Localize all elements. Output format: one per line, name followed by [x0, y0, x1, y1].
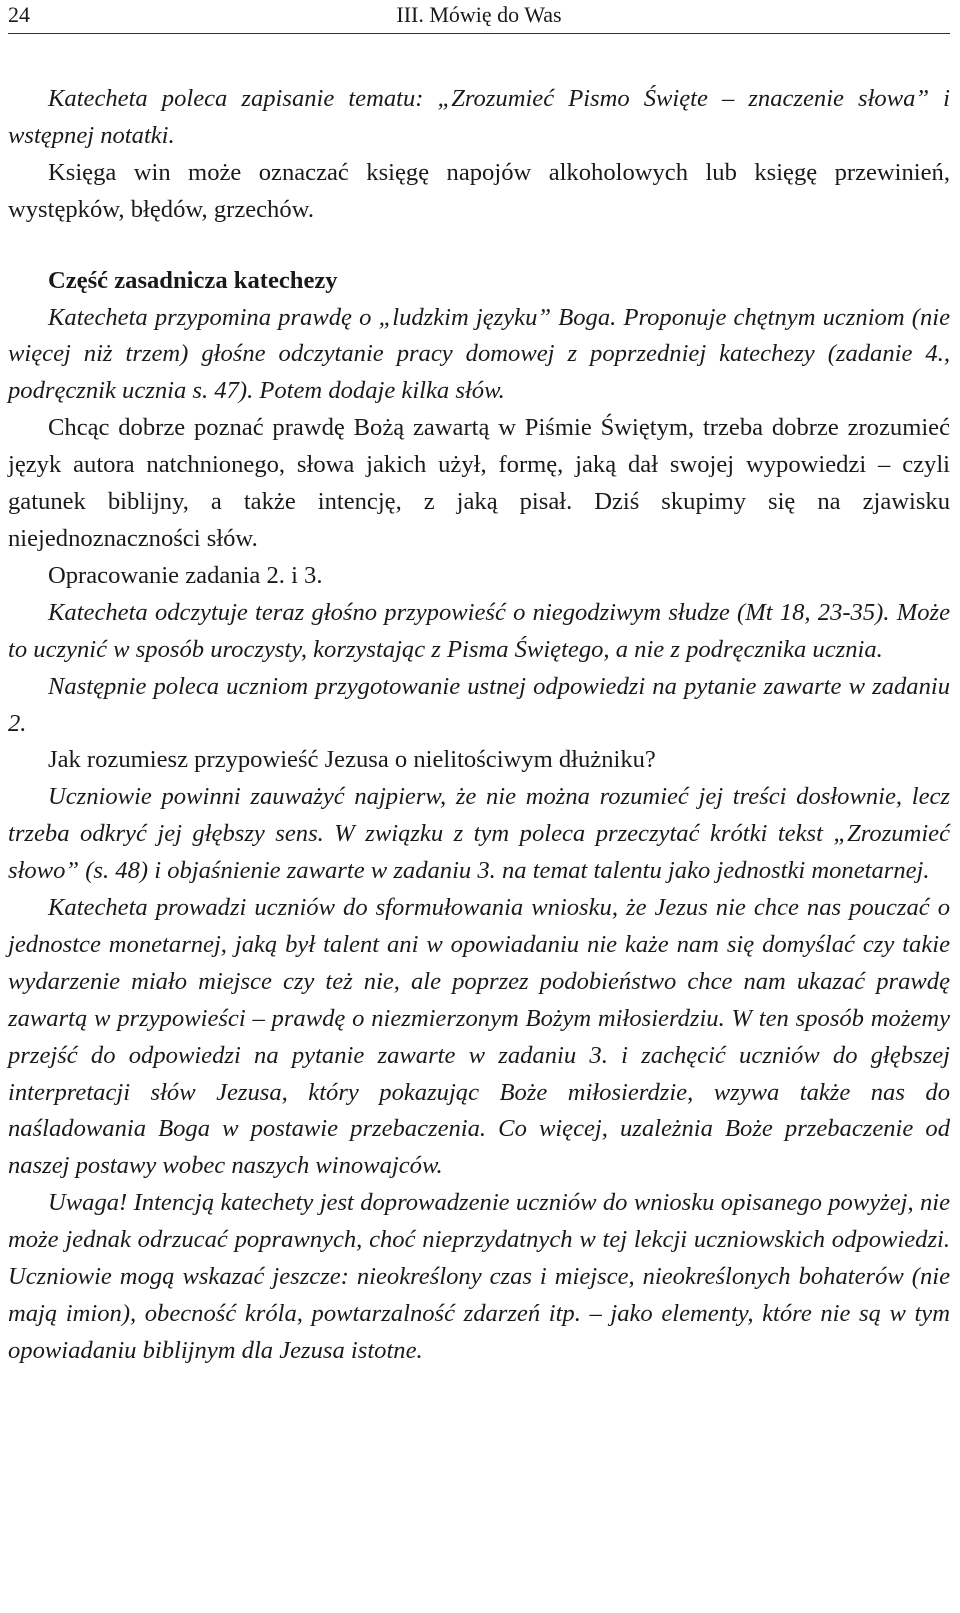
paragraph-topic-instruction: Katecheta poleca zapisanie tematu: „Zrozumieć Pismo Święte – znaczenie słowa” i wstępnej notatki.: [8, 85, 950, 149]
paragraph-reminder: Katecheta przypomina prawdę o „ludzkim języku” Boga. Proponuje chętnym uczniom (nie więcej niż trzem) głośne odczytanie pracy domowej z poprzedniej katechezy (zadanie 4., podręcznik ucznia s. 47). Potem dodaje kilka słów.: [8, 303, 950, 405]
paragraph-students-notice: Uczniowie powinni zauważyć najpierw, że nie można rozumieć jej treści dosłownie, lecz trzeba odkryć jej głębszy sens. W związku z tym poleca przeczytać krótki tekst „Zrozumieć słowo” (s. 48) i objaśnienie zawarte w zadaniu 3. na temat talentu jako jednostki monetarnej.: [8, 783, 950, 885]
paragraph-conclusion: Katecheta prowadzi uczniów do sformułowania wniosku, że Jezus nie chce nas pouczać o jednostce monetarnej, jaką był talent ani w opowiadaniu nie każe nam się domyślać czy takie wydarzenie miało miejsce czy też nie, ale poprzez podobieństwo chce nam ukazać prawdę zawartą w przypowieści – prawdę o niezmierzonym Bożym miłosierdziu. W ten sposób możemy przejść do odpowiedzi na pytanie zawarte w zadaniu 3. i zachęcić uczniów do głębszej interpretacji słów Jezusa, który pokazując Boże miłosierdzie, wzywa także nas do naśladowania Boga w postawie przebaczenia. Co więcej, uzależnia Boże przebaczenie od naszej postawy wobec naszych winowajców.: [8, 894, 950, 1180]
paragraph-question: Jak rozumiesz przypowieść Jezusa o nielitościwym dłużniku?: [48, 746, 656, 774]
paragraph-teacher-words: Chcąc dobrze poznać prawdę Bożą zawartą w Piśmie Świętym, trzeba dobrze zrozumieć język autora natchnionego, słowa jakich użył, formę, jaką dał swojej wypowiedzi – czyli gatunek biblijny, a także intencję, z jaką pisał. Dziś skupimy się na zjawisku niejednoznaczności słów.: [8, 414, 950, 552]
paragraph-note: Uwaga! Intencją katechety jest doprowadzenie uczniów do wniosku opisanego powyżej, nie może jednak odrzucać poprawnych, choć nieprzydatnych w tej lekcji uczniowskich odpowiedzi. Uczniowie mogą wskazać jeszcze: nieokreślony czas i miejsce, nieokreślonych bohaterów (nie mają imion), obecność króla, powtarzalność zdarzeń itp. – jako elementy, które nie są w tym opowiadaniu biblijnym dla Jezusa istotne.: [8, 1189, 950, 1364]
document-page: [8, 0, 950, 1370]
paragraph-exercise-2-instruction: Następnie poleca uczniom przygotowanie ustnej odpowiedzi na pytanie zawarte w zadaniu 2.: [8, 672, 950, 737]
page-number: 24: [8, 2, 30, 27]
paragraph-exercise-heading: Opracowanie zadania 2. i 3.: [48, 561, 323, 589]
section-heading-main-part: Część zasadnicza katechezy: [48, 266, 338, 294]
running-header: [8, 0, 950, 34]
section-gap: [8, 229, 950, 263]
document-body: [8, 81, 950, 1370]
paragraph-parable-reading: Katecheta odczytuje teraz głośno przypowieść o niegodziwym słudze (Mt 18, 23-35). Może to uczynić w sposób uroczysty, korzystając z Pisma Świętego, a nie z podręcznika ucznia.: [8, 598, 950, 663]
paragraph-book-of-wines-note: Księga win może oznaczać księgę napojów alkoholowych lub księgę przewinień, występków, błędów, grzechów.: [8, 158, 950, 223]
chapter-title: III. Mówię do Was: [396, 2, 562, 27]
